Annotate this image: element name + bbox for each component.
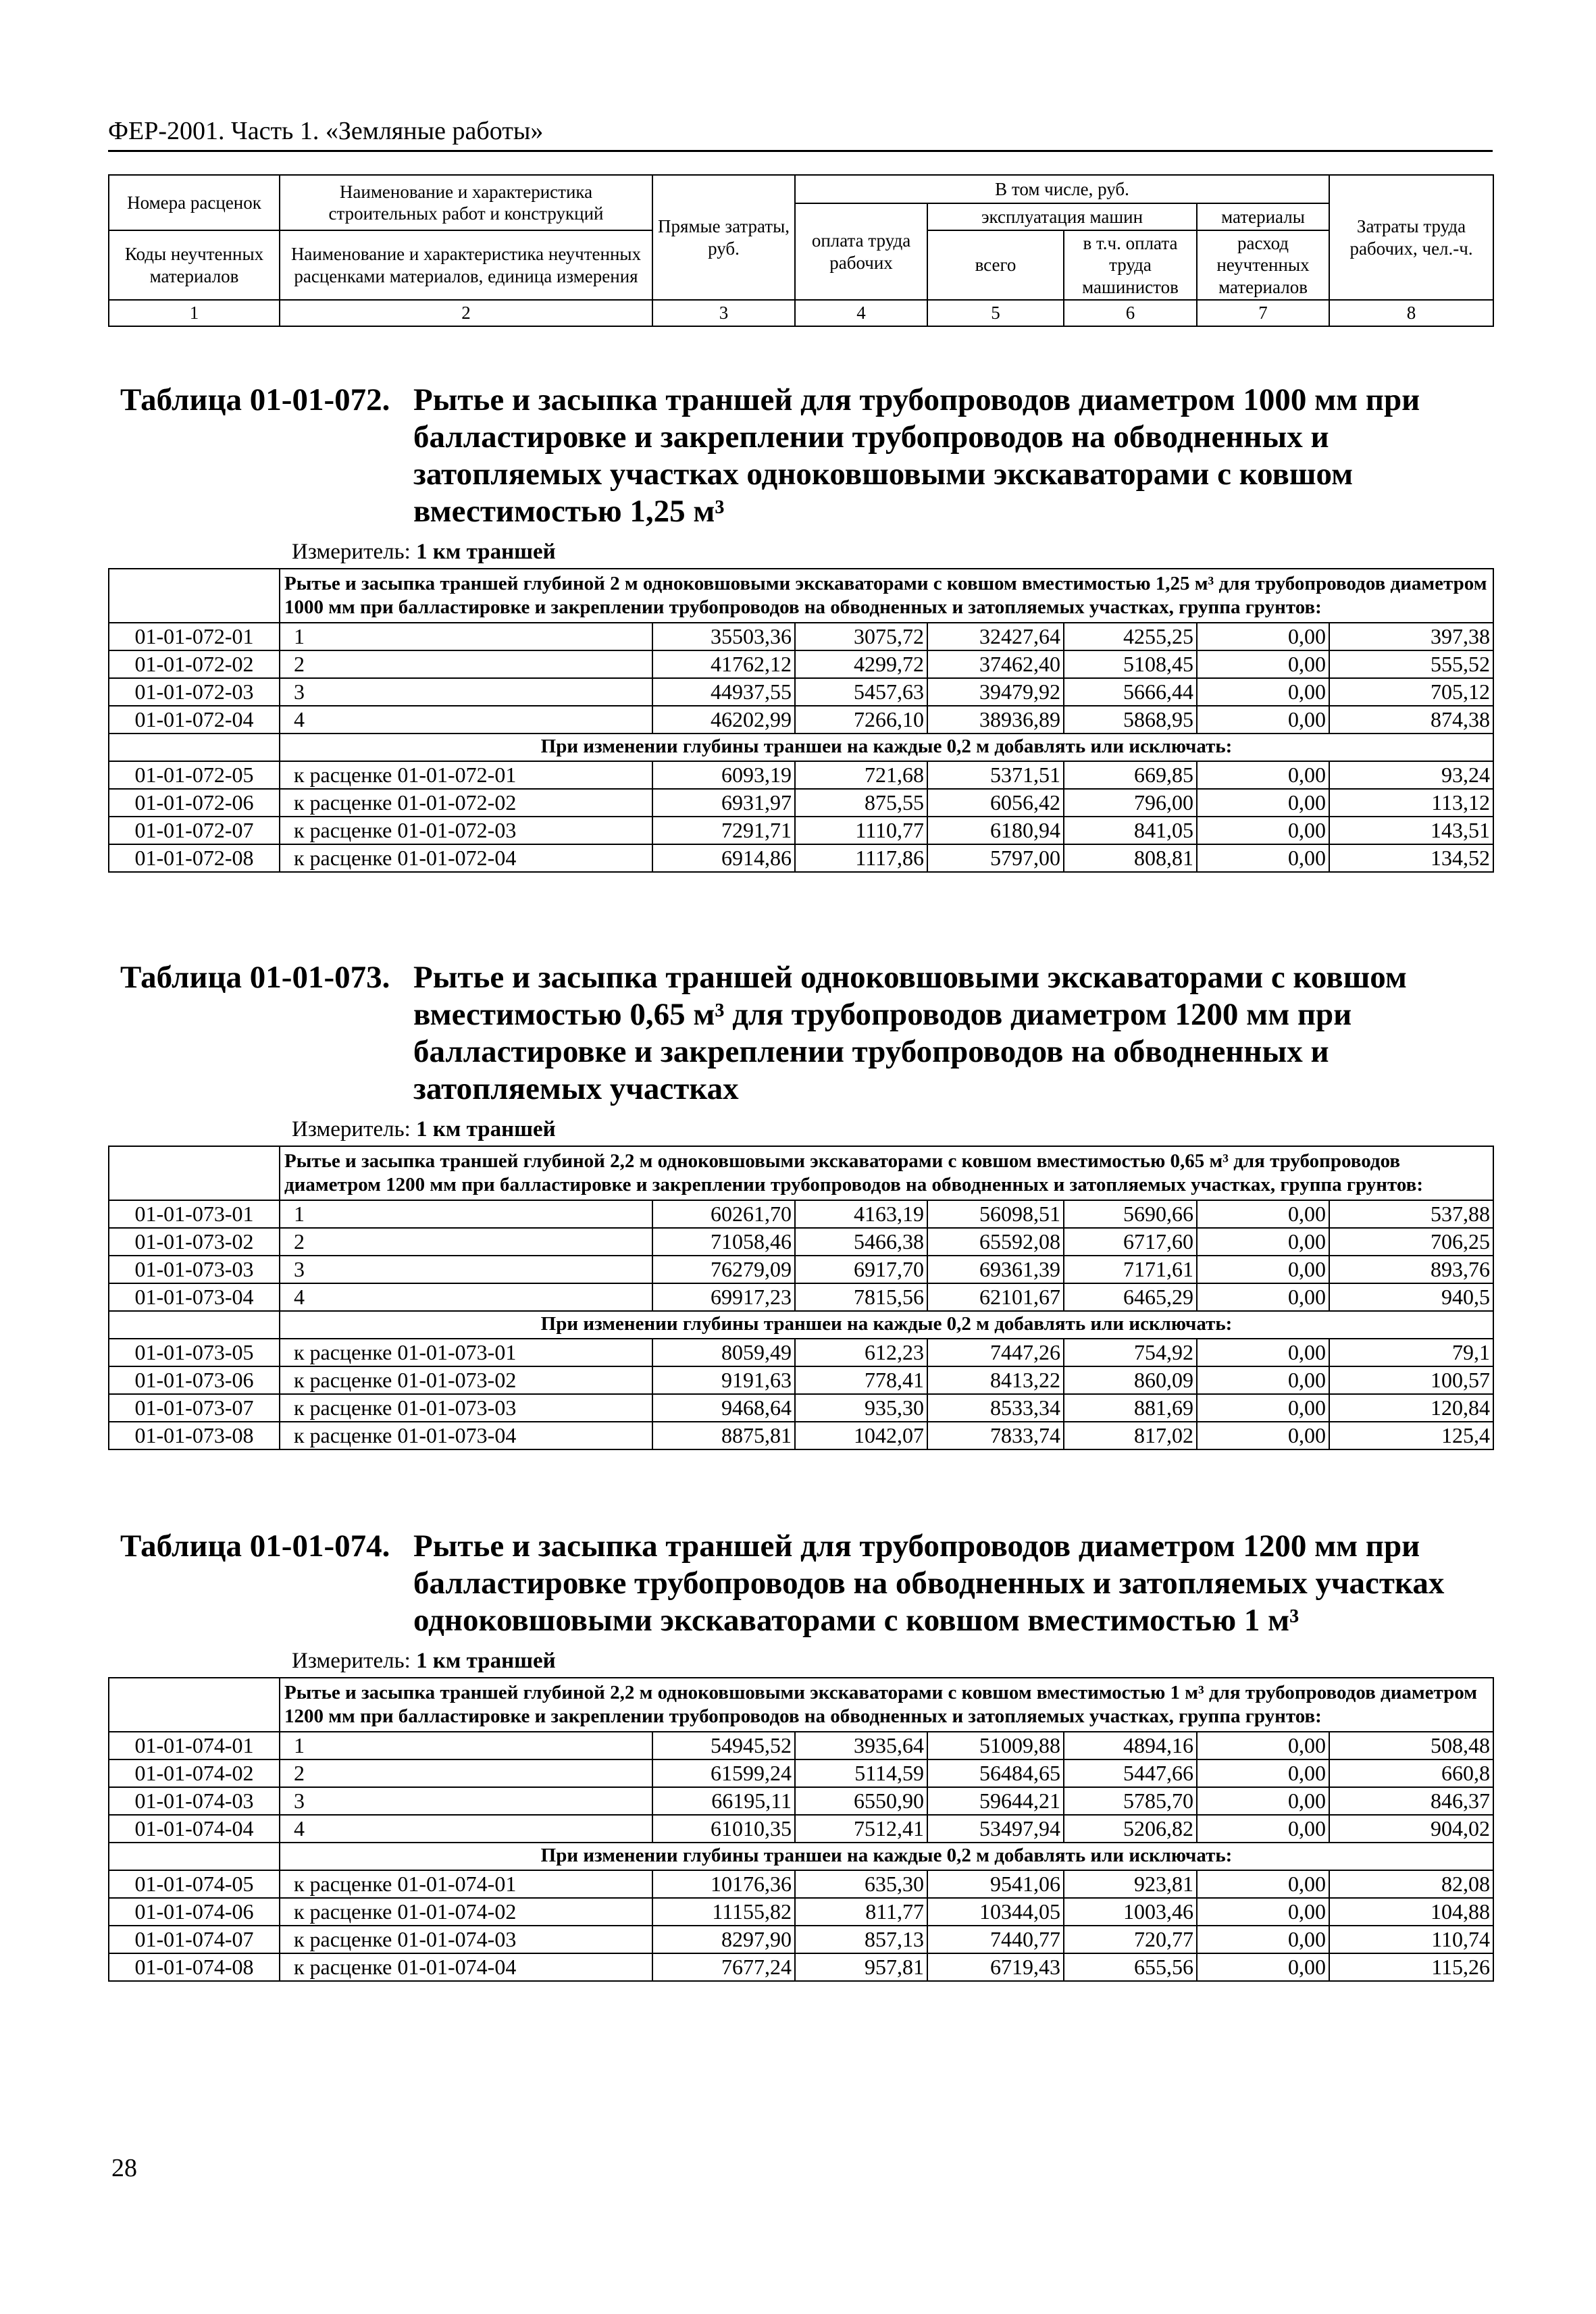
value-c8: 397,38 [1329,623,1493,650]
table-row [109,1898,1493,1926]
value-c4: 957,81 [795,1953,927,1981]
rate-code: 01-01-072-01 [109,623,280,650]
running-header: ФЕР-2001. Часть 1. «Земляные работы» [108,117,544,145]
depth-change-note: При изменении глубины траншеи на каждые 0,2 м добавлять или исключать: [280,1843,1493,1870]
rate-name: к расценке 01-01-072-02 [280,789,652,817]
table-row [109,761,1493,789]
value-c3: 9191,63 [652,1366,795,1394]
value-c5: 56098,51 [927,1200,1064,1228]
col-number: 2 [280,300,652,326]
value-c5: 9541,06 [927,1870,1064,1898]
value-c3: 10176,36 [652,1870,795,1898]
value-c3: 46202,99 [652,706,795,734]
value-c5: 7440,77 [927,1926,1064,1953]
rate-table-section [108,382,1493,873]
value-c8: 893,76 [1329,1256,1493,1283]
value-c7: 0,00 [1197,1953,1329,1981]
table-row [109,623,1493,650]
rate-code: 01-01-073-03 [109,1256,280,1283]
value-c8: 874,38 [1329,706,1493,734]
value-c7: 0,00 [1197,1870,1329,1898]
measurement-value: 1 км траншей [416,1649,556,1673]
header-work-name: Наименование и характеристика строительных работ и конструкций [280,175,652,230]
value-c8: 120,84 [1329,1394,1493,1422]
rate-code: 01-01-072-08 [109,844,280,872]
rate-name: к расценке 01-01-072-01 [280,761,652,789]
table-row [109,1394,1493,1422]
value-c8: 125,4 [1329,1422,1493,1449]
measurement-unit [292,1116,1493,1143]
value-c7: 0,00 [1197,817,1329,844]
depth-change-code-cell [109,1843,280,1870]
value-c7: 0,00 [1197,1283,1329,1311]
value-c7: 0,00 [1197,1228,1329,1256]
value-c5: 10344,05 [927,1898,1064,1926]
rate-code: 01-01-072-03 [109,678,280,706]
measurement-value: 1 км траншей [416,540,556,564]
value-c5: 59644,21 [927,1787,1064,1815]
rate-name: к расценке 01-01-074-01 [280,1870,652,1898]
value-c5: 37462,40 [927,650,1064,678]
value-c5: 5797,00 [927,844,1064,872]
value-c3: 6093,19 [652,761,795,789]
depth-change-row [109,734,1493,761]
rate-name: к расценке 01-01-073-03 [280,1394,652,1422]
header-machine-operation: эксплуатация машин [927,203,1197,230]
work-description-row [109,569,1493,623]
rate-code: 01-01-073-02 [109,1228,280,1256]
table-row [109,1200,1493,1228]
description-code-cell [109,1146,280,1200]
value-c3: 35503,36 [652,623,795,650]
value-c6: 808,81 [1064,844,1197,872]
value-c4: 6550,90 [795,1787,927,1815]
value-c4: 4299,72 [795,650,927,678]
value-c4: 811,77 [795,1898,927,1926]
rate-code: 01-01-073-05 [109,1339,280,1366]
value-c8: 904,02 [1329,1815,1493,1843]
rate-code: 01-01-073-04 [109,1283,280,1311]
value-c7: 0,00 [1197,789,1329,817]
value-c4: 1042,07 [795,1422,927,1449]
value-c4: 778,41 [795,1366,927,1394]
rates-table [108,1146,1494,1450]
column-header-table [108,174,1494,327]
table-row [109,1256,1493,1283]
value-c5: 39479,92 [927,678,1064,706]
work-description: Рытье и засыпка траншей глубиной 2,2 м одноковшовыми экскаваторами с ковшом вместимостью 0,65 м³ для трубопроводов диаметром 1200 мм при балластировке и закреплении трубопроводов на обводненных и затопляемых участках, группа грунтов: [280,1146,1493,1200]
value-c3: 61599,24 [652,1759,795,1787]
value-c3: 8059,49 [652,1339,795,1366]
value-c8: 508,48 [1329,1732,1493,1759]
value-c4: 3935,64 [795,1732,927,1759]
table-number: Таблица 01-01-073. [120,960,390,995]
rate-code: 01-01-072-06 [109,789,280,817]
header-machinist-pay: в т.ч. оплата труда машинистов [1064,230,1197,300]
value-c6: 5666,44 [1064,678,1197,706]
rate-code: 01-01-074-08 [109,1953,280,1981]
measurement-value: 1 км траншей [416,1117,556,1141]
value-c7: 0,00 [1197,1422,1329,1449]
rate-code: 01-01-073-06 [109,1366,280,1394]
depth-change-code-cell [109,734,280,761]
value-c6: 796,00 [1064,789,1197,817]
header-direct-costs: Прямые затраты, руб. [652,175,795,300]
measurement-unit [292,538,1493,565]
value-c4: 612,23 [795,1339,927,1366]
page-number: 28 [111,2154,137,2182]
value-c5: 65592,08 [927,1228,1064,1256]
value-c5: 53497,94 [927,1815,1064,1843]
value-c5: 7447,26 [927,1339,1064,1366]
rate-name: 1 [280,623,652,650]
value-c3: 7291,71 [652,817,795,844]
value-c4: 5457,63 [795,678,927,706]
table-row [109,1228,1493,1256]
value-c8: 93,24 [1329,761,1493,789]
table-row [109,678,1493,706]
rate-table-section [108,1528,1493,1982]
rate-code: 01-01-074-04 [109,1815,280,1843]
value-c7: 0,00 [1197,761,1329,789]
value-c6: 7171,61 [1064,1256,1197,1283]
value-c7: 0,00 [1197,844,1329,872]
value-c8: 846,37 [1329,1787,1493,1815]
value-c4: 3075,72 [795,623,927,650]
value-c4: 721,68 [795,761,927,789]
rate-name: 1 [280,1732,652,1759]
value-c6: 5690,66 [1064,1200,1197,1228]
table-number: Таблица 01-01-072. [120,382,390,417]
header-materials-group: материалы [1197,203,1329,230]
col-number: 1 [109,300,280,326]
value-c3: 11155,82 [652,1898,795,1926]
table-row [109,1926,1493,1953]
rate-name: к расценке 01-01-074-04 [280,1953,652,1981]
value-c7: 0,00 [1197,1787,1329,1815]
value-c6: 881,69 [1064,1394,1197,1422]
value-c3: 44937,55 [652,678,795,706]
rate-name: к расценке 01-01-073-01 [280,1339,652,1366]
value-c8: 100,57 [1329,1366,1493,1394]
table-row [109,1366,1493,1394]
table-row [109,650,1493,678]
rate-code: 01-01-073-07 [109,1394,280,1422]
value-c3: 6914,86 [652,844,795,872]
value-c5: 56484,65 [927,1759,1064,1787]
description-code-cell [109,569,280,623]
value-c7: 0,00 [1197,678,1329,706]
rate-name: 3 [280,1787,652,1815]
value-c5: 32427,64 [927,623,1064,650]
rate-name: 2 [280,1759,652,1787]
value-c4: 6917,70 [795,1256,927,1283]
value-c6: 5108,45 [1064,650,1197,678]
header-including-group: В том числе, руб. [795,175,1329,203]
value-c4: 5466,38 [795,1228,927,1256]
value-c4: 635,30 [795,1870,927,1898]
rate-code: 01-01-073-08 [109,1422,280,1449]
col-number: 7 [1197,300,1329,326]
rate-name: к расценке 01-01-074-02 [280,1898,652,1926]
value-c3: 54945,52 [652,1732,795,1759]
value-c6: 1003,46 [1064,1898,1197,1926]
value-c4: 7815,56 [795,1283,927,1311]
rate-code: 01-01-072-05 [109,761,280,789]
value-c3: 76279,09 [652,1256,795,1283]
value-c5: 38936,89 [927,706,1064,734]
table-row [109,789,1493,817]
value-c8: 940,5 [1329,1283,1493,1311]
col-number: 3 [652,300,795,326]
value-c4: 1110,77 [795,817,927,844]
table-row [109,1422,1493,1449]
value-c6: 754,92 [1064,1339,1197,1366]
value-c6: 923,81 [1064,1870,1197,1898]
col-number: 6 [1064,300,1197,326]
measurement-label: Измеритель: [292,1649,411,1673]
value-c7: 0,00 [1197,1256,1329,1283]
rate-code: 01-01-072-02 [109,650,280,678]
work-description: Рытье и засыпка траншей глубиной 2,2 м одноковшовыми экскаваторами с ковшом вместимостью 1 м³ для трубопроводов диаметром 1200 мм при балластировке и закреплении трубопроводов на обводненных и затопляемых участках, группа грунтов: [280,1678,1493,1732]
measurement-label: Измеритель: [292,540,411,564]
value-c3: 6931,97 [652,789,795,817]
table-row [109,844,1493,872]
value-c6: 5868,95 [1064,706,1197,734]
value-c8: 104,88 [1329,1898,1493,1926]
value-c4: 4163,19 [795,1200,927,1228]
value-c6: 5206,82 [1064,1815,1197,1843]
table-title [108,382,1493,530]
value-c5: 8533,34 [927,1394,1064,1422]
value-c6: 720,77 [1064,1926,1197,1953]
value-c6: 5447,66 [1064,1759,1197,1787]
value-c3: 60261,70 [652,1200,795,1228]
value-c5: 6719,43 [927,1953,1064,1981]
value-c8: 537,88 [1329,1200,1493,1228]
col-number: 8 [1329,300,1493,326]
value-c7: 0,00 [1197,1339,1329,1366]
rate-name: 2 [280,1228,652,1256]
value-c4: 7266,10 [795,706,927,734]
value-c7: 0,00 [1197,1732,1329,1759]
value-c3: 61010,35 [652,1815,795,1843]
table-title-text: Рытье и засыпка траншей одноковшовыми экскаваторами с ковшом вместимостью 0,65 м³ для трубопроводов диаметром 1200 мм при балластировке и закреплении трубопроводов на обводненных и затопляемых участках [413,960,1407,1106]
work-description: Рытье и засыпка траншей глубиной 2 м одноковшовыми экскаваторами с ковшом вместимостью 1,25 м³ для трубопроводов диаметром 1000 мм при балластировке и закреплении трубопроводов на обводненных и затопляемых участках, группа грунтов: [280,569,1493,623]
value-c6: 841,05 [1064,817,1197,844]
header-worker-pay: оплата труда рабочих [795,203,927,300]
table-row [109,1339,1493,1366]
header-labor-costs: Затраты труда рабочих, чел.-ч. [1329,175,1493,300]
col-number: 4 [795,300,927,326]
depth-change-note: При изменении глубины траншеи на каждые 0,2 м добавлять или исключать: [280,734,1493,761]
rate-code: 01-01-074-03 [109,1787,280,1815]
rate-code: 01-01-074-05 [109,1870,280,1898]
value-c7: 0,00 [1197,623,1329,650]
work-description-row [109,1146,1493,1200]
value-c7: 0,00 [1197,1366,1329,1394]
rate-name: к расценке 01-01-073-02 [280,1366,652,1394]
rate-code: 01-01-074-07 [109,1926,280,1953]
value-c8: 113,12 [1329,789,1493,817]
table-title-text: Рытье и засыпка траншей для трубопроводов диаметром 1200 мм при балластировке трубопроводов на обводненных и затопляемых участках одноковшовыми экскаваторами с ковшом вместимостью 1 м³ [413,1528,1445,1638]
value-c7: 0,00 [1197,1200,1329,1228]
header-material-names: Наименование и характеристика неучтенных расценками материалов, единица измерения [280,230,652,300]
value-c5: 8413,22 [927,1366,1064,1394]
rate-name: к расценке 01-01-072-04 [280,844,652,872]
table-row [109,1759,1493,1787]
value-c8: 115,26 [1329,1953,1493,1981]
header-material-codes: Коды неучтенных материалов [109,230,280,300]
depth-change-row [109,1843,1493,1870]
value-c7: 0,00 [1197,1898,1329,1926]
rate-name: 3 [280,678,652,706]
value-c7: 0,00 [1197,706,1329,734]
col-number: 5 [927,300,1064,326]
value-c7: 0,00 [1197,1394,1329,1422]
rate-name: к расценке 01-01-072-03 [280,817,652,844]
value-c8: 660,8 [1329,1759,1493,1787]
table-title [108,959,1493,1108]
value-c5: 51009,88 [927,1732,1064,1759]
value-c3: 71058,46 [652,1228,795,1256]
value-c8: 706,25 [1329,1228,1493,1256]
table-row [109,1283,1493,1311]
value-c8: 705,12 [1329,678,1493,706]
value-c3: 8875,81 [652,1422,795,1449]
header-rate-number: Номера расценок [109,175,280,230]
value-c6: 655,56 [1064,1953,1197,1981]
rate-table-section [108,959,1493,1450]
value-c3: 41762,12 [652,650,795,678]
value-c7: 0,00 [1197,1759,1329,1787]
value-c4: 5114,59 [795,1759,927,1787]
table-row [109,1870,1493,1898]
table-row [109,1787,1493,1815]
value-c5: 5371,51 [927,761,1064,789]
header-machine-total: всего [927,230,1064,300]
rate-code: 01-01-072-07 [109,817,280,844]
rate-code: 01-01-074-06 [109,1898,280,1926]
value-c4: 875,55 [795,789,927,817]
depth-change-code-cell [109,1311,280,1339]
value-c6: 4255,25 [1064,623,1197,650]
value-c8: 110,74 [1329,1926,1493,1953]
table-row [109,1815,1493,1843]
rate-name: 4 [280,1283,652,1311]
value-c6: 860,09 [1064,1366,1197,1394]
value-c6: 6717,60 [1064,1228,1197,1256]
table-row [109,817,1493,844]
table-row [109,1732,1493,1759]
rate-code: 01-01-074-02 [109,1759,280,1787]
table-number: Таблица 01-01-074. [120,1528,390,1564]
value-c6: 4894,16 [1064,1732,1197,1759]
rate-name: к расценке 01-01-073-04 [280,1422,652,1449]
rate-name: 3 [280,1256,652,1283]
rate-code: 01-01-072-04 [109,706,280,734]
value-c6: 669,85 [1064,761,1197,789]
header-number-row [109,300,1493,326]
table-title [108,1528,1493,1639]
value-c4: 935,30 [795,1394,927,1422]
value-c6: 817,02 [1064,1422,1197,1449]
table-title-text: Рытье и засыпка траншей для трубопроводов диаметром 1000 мм при балластировке и закреплении трубопроводов на обводненных и затопляемых участках одноковшовыми экскаваторами с ковшом вместимостью 1,25 м³ [413,382,1420,529]
value-c6: 5785,70 [1064,1787,1197,1815]
value-c3: 9468,64 [652,1394,795,1422]
depth-change-note: При изменении глубины траншеи на каждые 0,2 м добавлять или исключать: [280,1311,1493,1339]
value-c7: 0,00 [1197,650,1329,678]
value-c8: 79,1 [1329,1339,1493,1366]
depth-change-row [109,1311,1493,1339]
value-c5: 69361,39 [927,1256,1064,1283]
value-c5: 6180,94 [927,817,1064,844]
value-c4: 1117,86 [795,844,927,872]
table-row [109,1953,1493,1981]
value-c6: 6465,29 [1064,1283,1197,1311]
table-row [109,706,1493,734]
value-c5: 62101,67 [927,1283,1064,1311]
value-c4: 7512,41 [795,1815,927,1843]
rates-table [108,1677,1494,1982]
value-c3: 8297,90 [652,1926,795,1953]
rate-name: 2 [280,650,652,678]
value-c7: 0,00 [1197,1815,1329,1843]
rate-name: к расценке 01-01-074-03 [280,1926,652,1953]
measurement-label: Измеритель: [292,1117,411,1141]
value-c8: 555,52 [1329,650,1493,678]
rates-table [108,568,1494,873]
header-material-consumption: расход неучтенных материалов [1197,230,1329,300]
rate-name: 4 [280,706,652,734]
rate-code: 01-01-073-01 [109,1200,280,1228]
value-c3: 7677,24 [652,1953,795,1981]
value-c5: 7833,74 [927,1422,1064,1449]
rate-name: 4 [280,1815,652,1843]
rate-name: 1 [280,1200,652,1228]
value-c3: 69917,23 [652,1283,795,1311]
value-c7: 0,00 [1197,1926,1329,1953]
value-c5: 6056,42 [927,789,1064,817]
header-rule [108,150,1493,152]
value-c8: 143,51 [1329,817,1493,844]
description-code-cell [109,1678,280,1732]
work-description-row [109,1678,1493,1732]
rate-code: 01-01-074-01 [109,1732,280,1759]
measurement-unit [292,1647,1493,1674]
value-c3: 66195,11 [652,1787,795,1815]
value-c4: 857,13 [795,1926,927,1953]
value-c8: 82,08 [1329,1870,1493,1898]
value-c8: 134,52 [1329,844,1493,872]
